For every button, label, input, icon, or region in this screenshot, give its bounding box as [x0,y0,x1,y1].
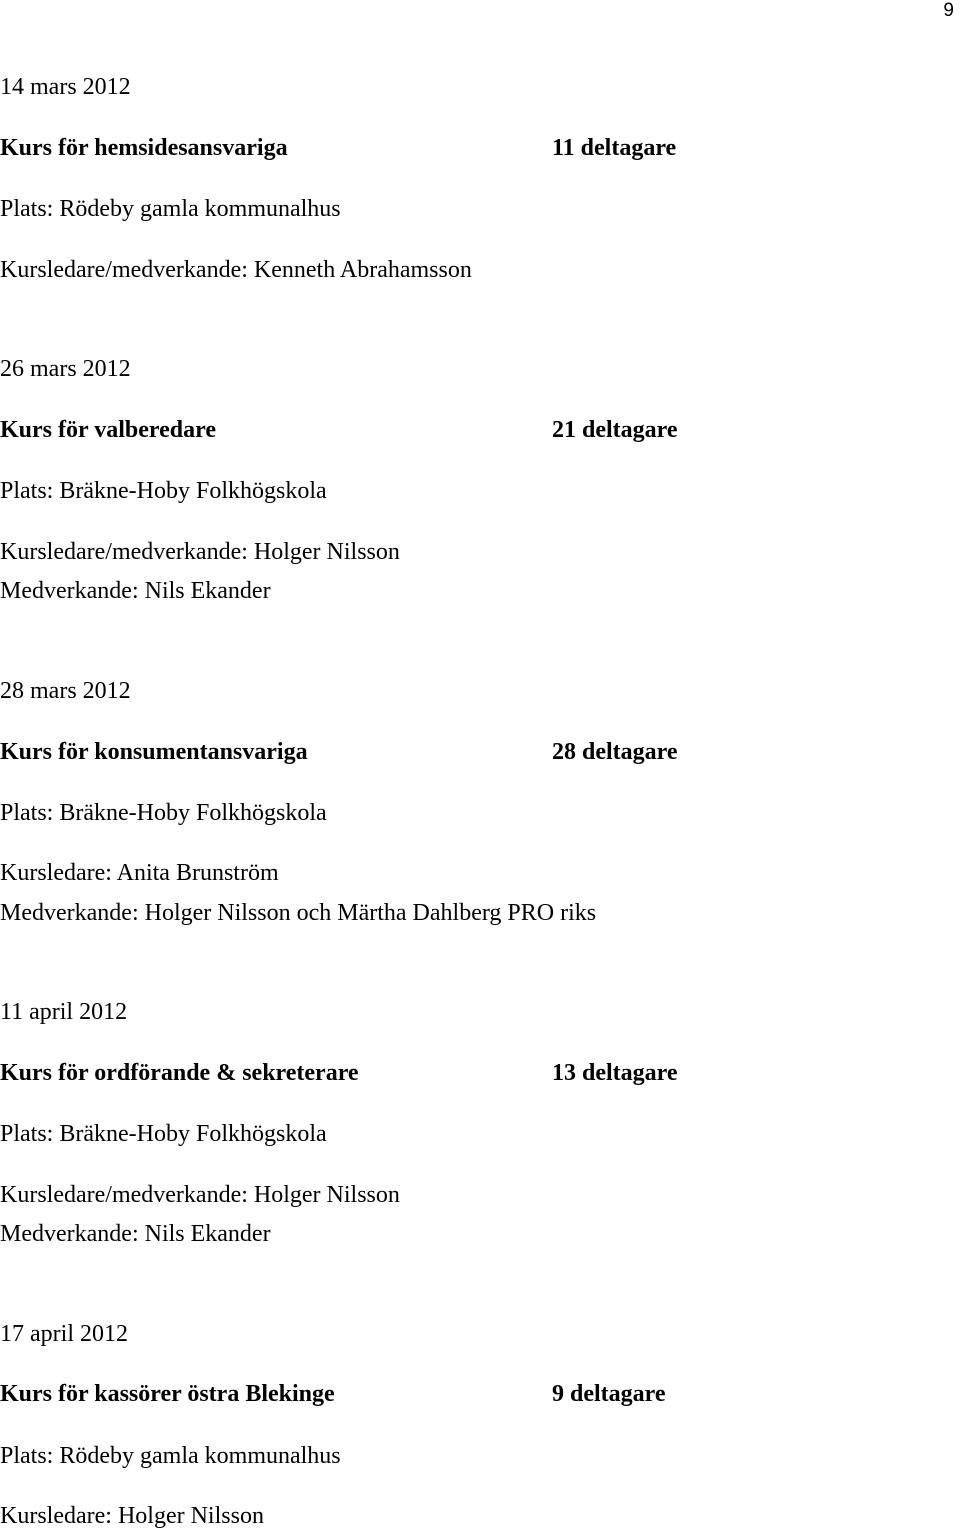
course-participants: 9 deltagare [552,1381,666,1407]
course-leader: Kursledare/medverkande: Holger Nilsson [0,539,400,565]
course-place: Plats: Bräkne-Hoby Folkhögskola [0,800,327,826]
course-title: Kurs för konsumentansvariga [0,739,308,765]
course-extra: Medverkande: Nils Ekander [0,1221,271,1247]
course-date: 26 mars 2012 [0,356,131,382]
course-leader: Kursledare: Holger Nilsson [0,1503,264,1529]
course-title: Kurs för valberedare [0,417,216,443]
course-leader: Kursledare/medverkande: Kenneth Abrahamsson [0,257,472,283]
course-participants: 11 deltagare [552,135,677,161]
course-leader: Kursledare/medverkande: Holger Nilsson [0,1182,400,1208]
course-title: Kurs för hemsidesansvariga [0,135,288,161]
course-date: 11 april 2012 [0,999,128,1025]
course-extra: Medverkande: Nils Ekander [0,578,271,604]
course-place: Plats: Bräkne-Hoby Folkhögskola [0,1121,327,1147]
course-participants: 13 deltagare [552,1060,678,1086]
course-place: Plats: Rödeby gamla kommunalhus [0,1443,341,1469]
course-participants: 21 deltagare [552,417,678,443]
course-participants: 28 deltagare [552,739,678,765]
course-title: Kurs för kassörer östra Blekinge [0,1381,335,1407]
course-place: Plats: Bräkne-Hoby Folkhögskola [0,478,327,504]
course-title: Kurs för ordförande & sekreterare [0,1060,359,1086]
course-place: Plats: Rödeby gamla kommunalhus [0,196,341,222]
course-date: 17 april 2012 [0,1321,128,1347]
course-leader: Kursledare: Anita Brunström [0,860,279,886]
page-number: 9 [943,0,954,21]
course-extra: Medverkande: Holger Nilsson och Märtha Dahlberg PRO riks [0,900,597,926]
course-date: 14 mars 2012 [0,74,131,100]
course-date: 28 mars 2012 [0,678,131,704]
